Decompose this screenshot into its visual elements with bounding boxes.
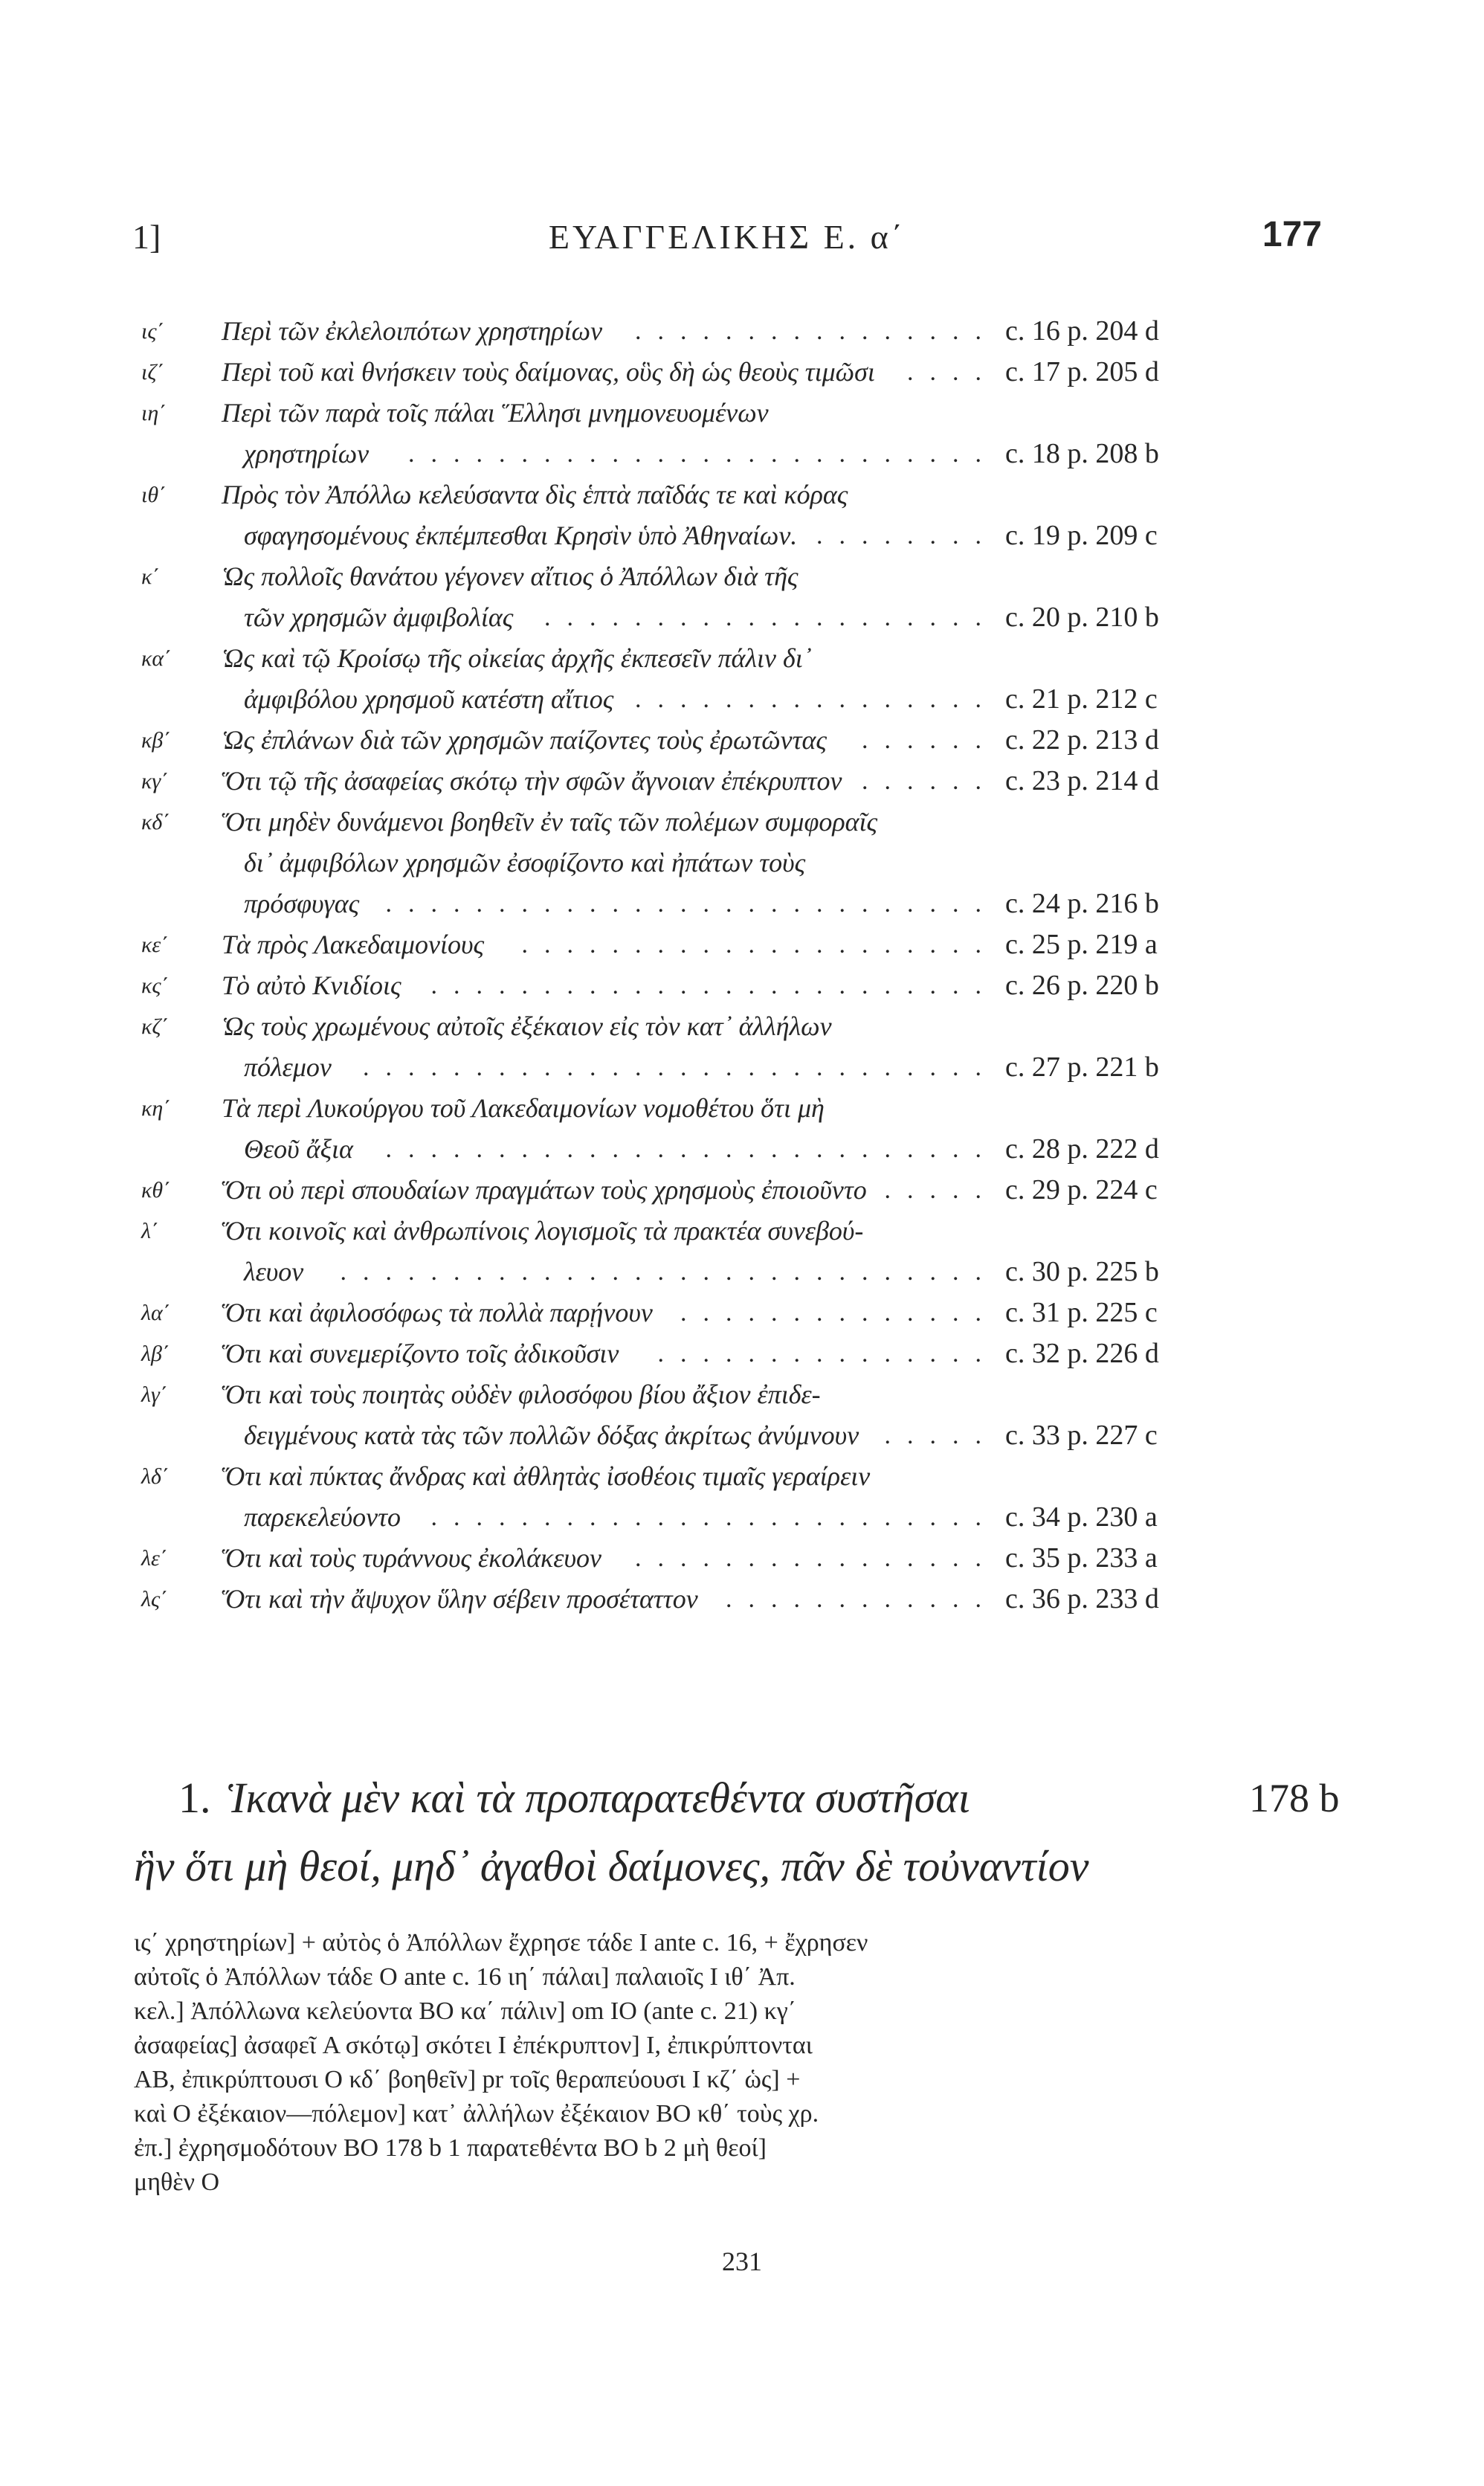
- chapter-number: ιη΄: [141, 401, 167, 425]
- toc-entry: [132, 1006, 1236, 1047]
- main-text-line-2: ἣν ὅτι μὴ θεοί, μηδ᾽ ἀγαθοὶ δαίμονες, πᾶν δὲ τοὐναντίον: [134, 1842, 1089, 1890]
- leader-dots: ............: [726, 1585, 998, 1613]
- chapter-number: ιζ΄: [141, 360, 164, 384]
- chapter-title-continuation: πρόσφυγας: [244, 889, 360, 918]
- leader-dots: .........................: [430, 1504, 998, 1531]
- chapter-number: λ΄: [141, 1219, 158, 1243]
- chapter-title: Περὶ τοῦ καὶ θνήσκειν τοὺς δαίμονας, οὓς δὴ ὡς θεοὺς τιμῶσι: [222, 357, 875, 387]
- chapter-title-continuation: τῶν χρησμῶν ἀμφιβολίας: [244, 602, 514, 632]
- chapter-title: Ὅτι τῷ τῆς ἀσαφείας σκότῳ τὴν σφῶν ἄγνοιαν ἐπέκρυπτον: [222, 766, 842, 796]
- chapter-reference: c. 22 p. 213 d: [1005, 724, 1159, 756]
- toc-entry: [132, 965, 1236, 1006]
- apparatus-line: ἐπ.] ἐχρησμοδότουν BO 178 b 1 παρατεθέντα BO b 2 μὴ θεοί]: [134, 2134, 767, 2162]
- chapter-number: κγ΄: [141, 769, 169, 793]
- leader-dots: .............................: [340, 1258, 998, 1286]
- margin-reference: 178 b: [1249, 1776, 1340, 1820]
- toc-entry: [132, 679, 1236, 720]
- chapter-number: κε΄: [141, 933, 169, 957]
- folio-number: 231: [722, 2247, 762, 2276]
- leader-dots: ................: [635, 318, 998, 345]
- apparatus-line: αὐτοῖς ὁ Ἀπόλλων τάδε O ante c. 16 ιη΄ πάλαι] παλαιοῖς I ιθ΄ Ἀπ.: [134, 1963, 796, 1991]
- toc-entry: [132, 1292, 1236, 1333]
- chapter-reference: c. 23 p. 214 d: [1005, 765, 1159, 796]
- toc-entry: [132, 720, 1236, 761]
- chapter-reference: c. 20 p. 210 b: [1005, 602, 1159, 633]
- chapter-title: Περὶ τῶν παρὰ τοῖς πάλαι Ἕλλησι μνημονευομένων: [222, 398, 769, 428]
- page-number: 177: [1262, 215, 1322, 254]
- chapter-title: Ὅτι καὶ πύκτας ἄνδρας καὶ ἀθλητὰς ἰσοθέοις τιμαῖς γεραίρειν: [222, 1461, 871, 1491]
- toc-entry: [132, 1333, 1236, 1374]
- chapter-title: Ὡς τοὺς χρωμένους αὐτοῖς ἐξέκαιον εἰς τὸν κατ᾽ ἀλλήλων: [222, 1011, 832, 1041]
- chapter-title: Ὅτι καὶ τὴν ἄψυχον ὕλην σέβειν προσέταττον: [222, 1584, 698, 1614]
- chapter-number: κη΄: [141, 1096, 171, 1121]
- toc-entry: [132, 1252, 1236, 1292]
- chapter-number: κδ΄: [141, 810, 170, 834]
- toc-entry: [132, 352, 1236, 393]
- chapter-number: λβ΄: [141, 1342, 170, 1366]
- toc-entry: [132, 556, 1236, 597]
- chapter-reference: c. 34 p. 230 a: [1005, 1501, 1158, 1533]
- chapter-title: Ὅτι καὶ ἀφιλοσόφως τὰ πολλὰ παρῄνουν: [222, 1298, 653, 1327]
- chapter-number: κζ΄: [141, 1014, 169, 1039]
- leader-dots: ....................: [544, 604, 998, 631]
- chapter-reference: c. 36 p. 233 d: [1005, 1583, 1159, 1614]
- chapter-number: κς΄: [141, 973, 169, 998]
- leader-dots: ......: [862, 767, 998, 795]
- chapter-reference: c. 26 p. 220 b: [1005, 970, 1159, 1001]
- leader-dots: ................: [635, 1545, 998, 1572]
- main-text-line: [178, 1764, 1338, 1832]
- leader-dots: .........................: [430, 972, 998, 999]
- chapter-title-continuation: δειγμένους κατὰ τὰς τῶν πολλῶν δόξας ἀκρίτως ἀνύμνουν: [244, 1420, 859, 1450]
- toc-entry: [132, 802, 1236, 843]
- chapter-reference: c. 28 p. 222 d: [1005, 1133, 1159, 1165]
- toc-entry: [132, 1211, 1236, 1252]
- toc-entry: [132, 393, 1236, 434]
- running-title: ΕΥΑΓΓΕΛΙΚΗΣ Ε. α΄: [548, 218, 906, 256]
- leader-dots: ....: [907, 358, 998, 386]
- chapter-title-continuation: πόλεμον: [244, 1052, 332, 1082]
- toc-entry: [132, 1579, 1236, 1620]
- chapter-reference: c. 31 p. 225 c: [1005, 1297, 1158, 1328]
- chapter-reference: c. 21 p. 212 c: [1005, 683, 1158, 715]
- toc-entry: [132, 1497, 1236, 1538]
- chapter-title: Ὅτι καὶ τοὺς τυράννους ἐκολάκευον: [222, 1543, 601, 1573]
- toc-entry: [132, 1129, 1236, 1170]
- chapter-reference: c. 33 p. 227 c: [1005, 1420, 1158, 1451]
- toc-entry: [132, 515, 1236, 556]
- chapter-title-continuation: δι᾽ ἀμφιβόλων χρησμῶν ἐσοφίζοντο καὶ ἠπάτων τοὺς: [244, 848, 806, 877]
- chapter-title: Τὰ περὶ Λυκούργου τοῦ Λακεδαιμονίων νομοθέτου ὅτι μὴ: [222, 1093, 825, 1123]
- leader-dots: ...............: [657, 1340, 998, 1368]
- apparatus-line: καὶ O ἐξέκαιον—πόλεμον] κατ᾽ ἀλλήλων ἐξέκαιον BO κθ΄ τοὺς χρ.: [134, 2100, 819, 2128]
- chapter-reference: c. 30 p. 225 b: [1005, 1256, 1159, 1287]
- leader-dots: .....: [884, 1422, 998, 1449]
- toc-entry: [132, 924, 1236, 965]
- main-text: [134, 1764, 1340, 1901]
- chapter-reference: c. 27 p. 221 b: [1005, 1052, 1159, 1083]
- leader-dots: .....: [884, 1176, 998, 1204]
- critical-apparatus: [134, 1926, 1237, 2200]
- chapter-title: Ὅτι κοινοῖς καὶ ἀνθρωπίνοις λογισμοῖς τὰ πρακτέα συνεβού-: [222, 1216, 864, 1246]
- chapter-reference: c. 24 p. 216 b: [1005, 888, 1159, 919]
- chapter-title: Ὡς πολλοῖς θανάτου γέγονεν αἴτιος ὁ Ἀπόλλων διὰ τῆς: [222, 561, 799, 591]
- running-header: [132, 217, 1322, 269]
- chapter-number: λε΄: [141, 1546, 167, 1571]
- toc-entry: [132, 638, 1236, 679]
- apparatus-line: ἀσαφείας] ἀσαφεῖ A σκότῳ] σκότει I ἐπέκρυπτον] I, ἐπικρύπτονται: [134, 2032, 813, 2059]
- chapter-reference: c. 17 p. 205 d: [1005, 356, 1159, 387]
- chapter-reference: c. 16 p. 204 d: [1005, 315, 1159, 347]
- chapter-reference: c. 18 p. 208 b: [1005, 438, 1159, 469]
- chapter-number: ιθ΄: [141, 483, 167, 507]
- apparatus-line: μηθὲν O: [134, 2168, 219, 2196]
- chapter-title: Πρὸς τὸν Ἀπόλλω κελεύσαντα δὶς ἑπτὰ παῖδάς τε καὶ κόρας: [222, 480, 848, 509]
- chapter-title-continuation: παρεκελεύοντο: [244, 1502, 401, 1532]
- chapter-number: κα΄: [141, 646, 172, 671]
- toc-entry: [132, 434, 1236, 474]
- chapter-title-continuation: χρηστηρίων: [244, 439, 370, 468]
- leader-dots: ..............: [680, 1299, 998, 1327]
- apparatus-line: ις΄ χρηστηρίων] + αὐτὸς ὁ Ἀπόλλων ἔχρησε τάδε I ante c. 16, + ἔχρησεν: [134, 1929, 868, 1957]
- toc-entry: [132, 1538, 1236, 1579]
- toc-entry: [132, 1047, 1236, 1088]
- chapter-reference: c. 29 p. 224 c: [1005, 1174, 1158, 1205]
- toc-entry: [132, 1088, 1236, 1129]
- chapter-number: κ΄: [141, 564, 160, 589]
- toc-entry: [132, 843, 1236, 883]
- chapter-list: [132, 311, 1236, 1620]
- chapter-title-continuation: Θεοῦ ἄξια: [244, 1134, 353, 1164]
- chapter-title: Περὶ τῶν ἐκλελοιπότων χρηστηρίων: [222, 316, 603, 346]
- main-text-line-1: Ἱκανὰ μὲν καὶ τὰ προπαρατεθέντα συστῆσαι: [227, 1774, 970, 1822]
- chapter-reference: c. 35 p. 233 a: [1005, 1542, 1158, 1574]
- toc-entry: [132, 883, 1236, 924]
- chapter-title-continuation: λευον: [244, 1257, 304, 1287]
- chapter-number: λα΄: [141, 1301, 170, 1325]
- toc-entry: [132, 1170, 1236, 1211]
- chapter-title: Τὸ αὐτὸ Κνιδίοις: [222, 970, 401, 1000]
- chapter-title: Ὅτι οὐ περὶ σπουδαίων πραγμάτων τοὺς χρησμοὺς ἐποιοῦντο: [222, 1175, 867, 1205]
- leader-dots: ............................: [363, 1054, 998, 1081]
- paragraph-number: 1.: [178, 1774, 211, 1822]
- leader-dots: ..........................: [408, 440, 998, 468]
- leader-dots: ...........................: [385, 1136, 998, 1163]
- toc-entry: [132, 761, 1236, 802]
- chapter-title: Ὡς καὶ τῷ Κροίσῳ τῆς οἰκείας ἀρχῆς ἐκπεσεῖν πάλιν δι᾽: [222, 643, 812, 673]
- chapter-title-continuation: ἀμφιβόλου χρησμοῦ κατέστη αἴτιος: [244, 684, 614, 714]
- leader-dots: ................: [635, 686, 998, 713]
- chapter-title: Ὅτι μηδὲν δυνάμενοι βοηθεῖν ἐν ταῖς τῶν πολέμων συμφοραῖς: [222, 807, 878, 837]
- chapter-number: κβ΄: [141, 728, 171, 753]
- chapter-title: Ὅτι καὶ συνεμερίζοντο τοῖς ἀδικοῦσιν: [222, 1339, 619, 1368]
- section-marker: 1]: [132, 218, 161, 256]
- chapter-title: Τὰ πρὸς Λακεδαιμονίους: [222, 930, 485, 959]
- leader-dots: ...........................: [385, 890, 998, 918]
- toc-entry: [132, 597, 1236, 638]
- toc-entry: [132, 1374, 1236, 1415]
- main-text-line: [134, 1832, 1338, 1901]
- chapter-number: λγ΄: [141, 1382, 167, 1407]
- toc-entry: [132, 1415, 1236, 1456]
- chapter-title-continuation: σφαγησομένους ἐκπέμπεσθαι Κρησὶν ὑπὸ Ἀθηναίων.: [244, 521, 798, 550]
- chapter-number: ις΄: [141, 319, 164, 344]
- chapter-number: κθ΄: [141, 1178, 171, 1202]
- chapter-number: λδ΄: [141, 1464, 169, 1489]
- leader-dots: ......: [862, 727, 998, 754]
- chapter-reference: c. 25 p. 219 a: [1005, 929, 1158, 960]
- leader-dots: .....................: [521, 931, 998, 959]
- apparatus-line: AB, ἐπικρύπτουσι O κδ΄ βοηθεῖν] pr τοῖς θεραπεύουσι I κζ΄ ὡς] +: [134, 2066, 801, 2093]
- apparatus-line: κελ.] Ἀπόλλωνα κελεύοντα BO κα΄ πάλιν] om IO (ante c. 21) κγ΄: [134, 1997, 797, 2025]
- toc-entry: [132, 1456, 1236, 1497]
- chapter-title: Ὅτι καὶ τοὺς ποιητὰς οὐδὲν φιλοσόφου βίου ἄξιον ἐπιδε-: [222, 1379, 821, 1409]
- toc-entry: [132, 311, 1236, 352]
- toc-entry: [132, 474, 1236, 515]
- chapter-reference: c. 32 p. 226 d: [1005, 1338, 1159, 1369]
- chapter-title: Ὡς ἐπλάνων διὰ τῶν χρησμῶν παίζοντες τοὺς ἐρωτῶντας: [222, 725, 828, 755]
- chapter-number: λς΄: [141, 1587, 168, 1611]
- leader-dots: ........: [816, 522, 998, 550]
- chapter-reference: c. 19 p. 209 c: [1005, 520, 1158, 551]
